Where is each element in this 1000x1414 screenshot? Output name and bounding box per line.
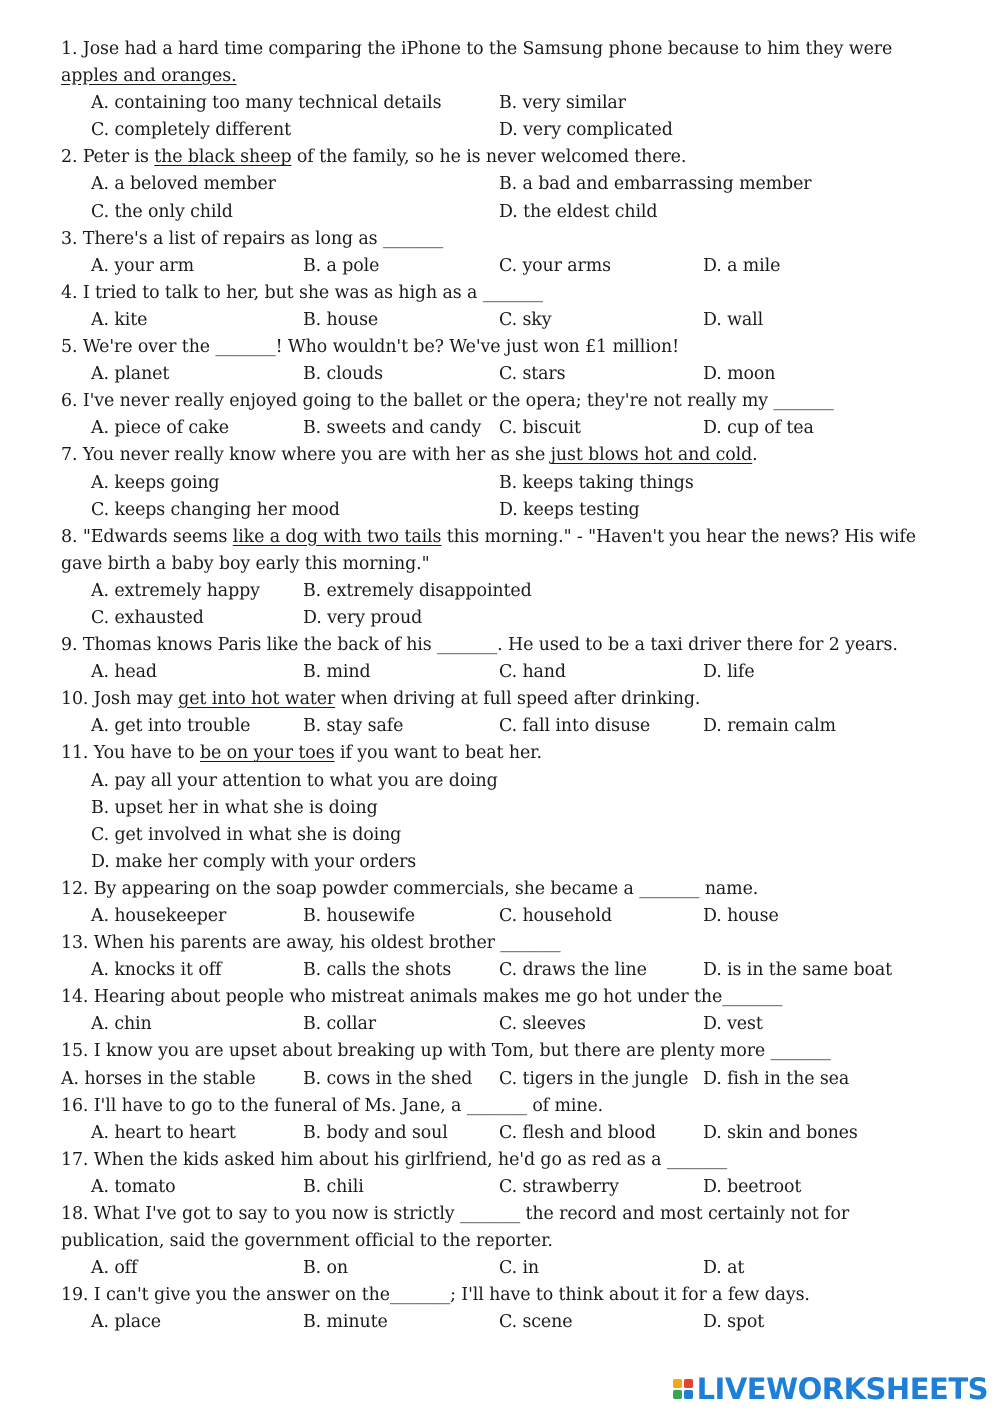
question-stem [61, 334, 941, 361]
option-d[interactable]: D. house [703, 906, 779, 926]
option-a[interactable]: A. piece of cake [91, 418, 229, 439]
stem-text: 4. I tried to talk to her, but she was as high as a _______ [61, 282, 543, 303]
options-row [61, 1066, 941, 1093]
option-a[interactable]: A. off [91, 1258, 138, 1279]
stem-text: 13. When his parents are away, his oldest brother _______ [61, 933, 561, 954]
stem-text: 5. We're over the _______! Who wouldn't be? We've just won £1 million! [61, 337, 680, 358]
stem-text: 6. I've never really enjoyed going to the ballet or the opera; they're not really my _______ [61, 391, 834, 412]
question-stem [61, 686, 941, 713]
option-d[interactable]: D. very proud [303, 607, 423, 628]
option-c[interactable]: C. exhausted [91, 607, 204, 628]
stem-text: 15. I know you are upset about breaking up with Tom, but there are plenty more _______ [61, 1041, 831, 1062]
option-c[interactable]: C. keeps changing her mood [91, 499, 340, 520]
option-a[interactable]: A. keeps going [91, 472, 220, 493]
options-row [61, 497, 941, 524]
question-stem [61, 1201, 941, 1255]
option-a[interactable]: A. planet [91, 364, 170, 385]
option-d[interactable]: D. fish in the sea [703, 1068, 850, 1089]
option-d[interactable]: D. skin and bones [703, 1122, 858, 1143]
option-d[interactable]: D. a mile [703, 255, 781, 276]
stem-text: if you want to beat her. [334, 743, 542, 764]
options-row [61, 1120, 941, 1147]
question-stem [61, 1038, 941, 1065]
stem-text: 1. Jose had a hard time comparing the iPhone to the Samsung phone because to him they were [61, 39, 893, 59]
options-row [61, 822, 941, 849]
options-row [61, 253, 941, 280]
option-d[interactable]: D. life [703, 662, 755, 683]
option-a[interactable]: A. horses in the stable [61, 1068, 256, 1089]
option-a[interactable]: A. heart to heart [91, 1122, 236, 1143]
question-stem [61, 930, 941, 957]
option-a[interactable]: A. extremely happy [91, 580, 260, 601]
option-c[interactable]: C. the only child [91, 201, 233, 222]
option-a[interactable]: A. containing too many technical details [91, 93, 442, 114]
option-d[interactable]: D. make her comply with your orders [91, 851, 417, 872]
question-stem [61, 144, 941, 171]
options-row [61, 1309, 941, 1336]
stem-text: 11. You have to [61, 743, 200, 764]
option-d[interactable]: D. spot [703, 1312, 765, 1333]
option-c[interactable]: C. scene [499, 1312, 573, 1333]
option-c[interactable]: C. draws the line [499, 960, 647, 981]
options-row [61, 903, 941, 930]
stem-text: 3. There's a list of repairs as long as _______ [61, 228, 444, 249]
question-stem [61, 442, 941, 469]
question-stem [61, 632, 941, 659]
option-d[interactable]: D. is in the same boat [703, 960, 893, 981]
option-c[interactable]: C. sleeves [499, 1014, 586, 1035]
stem-text: 14. Hearing about people who mistreat animals makes me go hot under the_______ [61, 987, 783, 1008]
option-a[interactable]: A. chin [91, 1014, 152, 1035]
option-c[interactable]: C. tigers in the jungle [499, 1068, 689, 1089]
options-row [61, 171, 941, 198]
stem-text: 16. I'll have to go to the funeral of Ms. Jane, a _______ of mine. [61, 1095, 604, 1116]
options-row [61, 1174, 941, 1201]
stem-text: 12. By appearing on the soap powder commercials, she became a _______ name. [61, 878, 759, 899]
liveworksheets-logo-icon [673, 1379, 693, 1399]
question-stem [61, 740, 941, 767]
option-b[interactable]: B. a bad and embarrassing member [499, 174, 812, 195]
underlined-phrase: apples and oranges. [61, 66, 237, 87]
option-d[interactable]: D. the eldest child [499, 201, 658, 222]
option-b[interactable]: B. chili [303, 1176, 364, 1197]
question-stem [61, 1093, 941, 1120]
stem-text: of the family, so he is never welcomed there. [291, 147, 687, 168]
stem-text: 2. Peter is [61, 147, 155, 168]
options-row [61, 415, 941, 442]
options-row [61, 849, 941, 876]
option-b[interactable]: B. stay safe [303, 716, 404, 737]
option-a[interactable]: A. tomato [91, 1176, 176, 1197]
option-d[interactable]: D. at [703, 1258, 745, 1279]
option-b[interactable]: B. mind [303, 662, 371, 683]
option-b[interactable]: B. clouds [303, 364, 383, 385]
option-d[interactable]: D. cup of tea [703, 418, 814, 439]
option-d[interactable]: D. vest [703, 1014, 763, 1035]
question-stem [61, 226, 941, 253]
options-row [61, 90, 941, 117]
option-b[interactable]: B. collar [303, 1014, 376, 1035]
option-c[interactable]: C. your arms [499, 255, 611, 276]
stem-text: 8. "Edwards seems [61, 526, 233, 547]
option-a[interactable]: A. a beloved member [91, 174, 276, 195]
options-row [61, 361, 941, 388]
option-c[interactable]: C. flesh and blood [499, 1122, 656, 1143]
question-stem [61, 1282, 941, 1309]
stem-text: when driving at full speed after drinking. [335, 689, 701, 710]
brand-name: LIVEWORKSHEETS [696, 1372, 988, 1406]
option-b[interactable]: B. a pole [303, 255, 380, 276]
question-stem [61, 984, 941, 1011]
stem-text: 10. Josh may [61, 689, 179, 710]
option-c[interactable]: C. household [499, 906, 612, 926]
option-b[interactable]: B. minute [303, 1312, 388, 1333]
options-row [61, 795, 941, 822]
options-row [61, 1011, 941, 1038]
stem-text: 17. When the kids asked him about his girlfriend, he'd go as red as a _______ [61, 1149, 728, 1170]
option-d[interactable]: D. moon [703, 364, 776, 385]
underlined-phrase: just blows hot and cold [550, 445, 753, 466]
option-c[interactable]: C. get involved in what she is doing [91, 824, 402, 845]
stem-text: 18. What I've got to say to you now is strictly _______ the record and most certainly not for publication, said the government official to the reporter. [61, 1204, 850, 1252]
option-b[interactable]: B. extremely disappointed [303, 580, 532, 601]
stem-text: this morning." - "Haven't you hear the news? His wife gave birth a baby boy early this morning." [61, 526, 916, 574]
option-c[interactable]: C. stars [499, 364, 566, 385]
option-b[interactable]: B. house [303, 309, 379, 330]
option-b[interactable]: B. keeps taking things [499, 472, 694, 493]
option-b[interactable]: B. sweets and candy [303, 418, 482, 439]
options-row [61, 659, 941, 686]
options-row [61, 117, 941, 144]
option-a[interactable]: A. place [91, 1312, 161, 1333]
option-b[interactable]: B. on [303, 1258, 349, 1279]
options-row [61, 605, 941, 632]
question-stem [61, 524, 941, 578]
option-c[interactable]: C. completely different [91, 120, 291, 141]
option-d[interactable]: D. wall [703, 309, 764, 330]
option-b[interactable]: B. calls the shots [303, 960, 452, 981]
option-c[interactable]: C. biscuit [499, 418, 581, 439]
option-a[interactable]: A. kite [91, 309, 148, 330]
options-row [61, 199, 941, 226]
options-row [61, 1255, 941, 1282]
question-stem [61, 36, 941, 90]
options-row [61, 578, 941, 605]
stem-text: 9. Thomas knows Paris like the back of his _______. He used to be a taxi driver there for 2 years. [61, 635, 898, 656]
options-row [61, 768, 941, 795]
question-stem [61, 388, 941, 415]
option-c[interactable]: C. fall into disuse [499, 716, 651, 737]
option-a[interactable]: A. get into trouble [91, 716, 251, 737]
option-a[interactable]: A. your arm [91, 255, 195, 276]
footer [673, 1372, 988, 1406]
option-d[interactable]: D. remain calm [703, 716, 836, 737]
options-row [61, 713, 941, 740]
stem-text: 19. I can't give you the answer on the_______; I'll have to think about it for a few days. [61, 1285, 810, 1306]
question-stem [61, 1147, 941, 1174]
option-d[interactable]: D. beetroot [703, 1176, 802, 1197]
option-a[interactable]: A. housekeeper [91, 906, 227, 926]
option-b[interactable]: B. housewife [303, 906, 415, 926]
option-a[interactable]: A. pay all your attention to what you are doing [91, 770, 498, 791]
option-a[interactable]: A. knocks it off [91, 960, 222, 981]
worksheet [61, 36, 941, 1337]
stem-text: . [752, 445, 758, 466]
option-b[interactable]: B. body and soul [303, 1122, 448, 1143]
options-row [61, 957, 941, 984]
option-d[interactable]: D. very complicated [499, 120, 673, 141]
option-b[interactable]: B. very similar [499, 93, 626, 114]
option-c[interactable]: C. sky [499, 309, 552, 330]
options-row [61, 470, 941, 497]
option-c[interactable]: C. in [499, 1258, 540, 1279]
question-stem [61, 876, 941, 903]
option-d[interactable]: D. keeps testing [499, 499, 640, 520]
stem-text: 7. You never really know where you are with her as she [61, 445, 551, 466]
underlined-phrase: like a dog with two tails [232, 526, 442, 547]
option-c[interactable]: C. strawberry [499, 1176, 619, 1197]
option-b[interactable]: B. upset her in what she is doing [91, 797, 378, 818]
options-row [61, 307, 941, 334]
option-b[interactable]: B. cows in the shed [303, 1068, 473, 1089]
option-c[interactable]: C. hand [499, 662, 566, 683]
underlined-phrase: the black sheep [154, 147, 292, 168]
underlined-phrase: get into hot water [178, 689, 336, 710]
underlined-phrase: be on your toes [199, 743, 335, 764]
option-a[interactable]: A. head [91, 662, 157, 683]
question-stem [61, 280, 941, 307]
